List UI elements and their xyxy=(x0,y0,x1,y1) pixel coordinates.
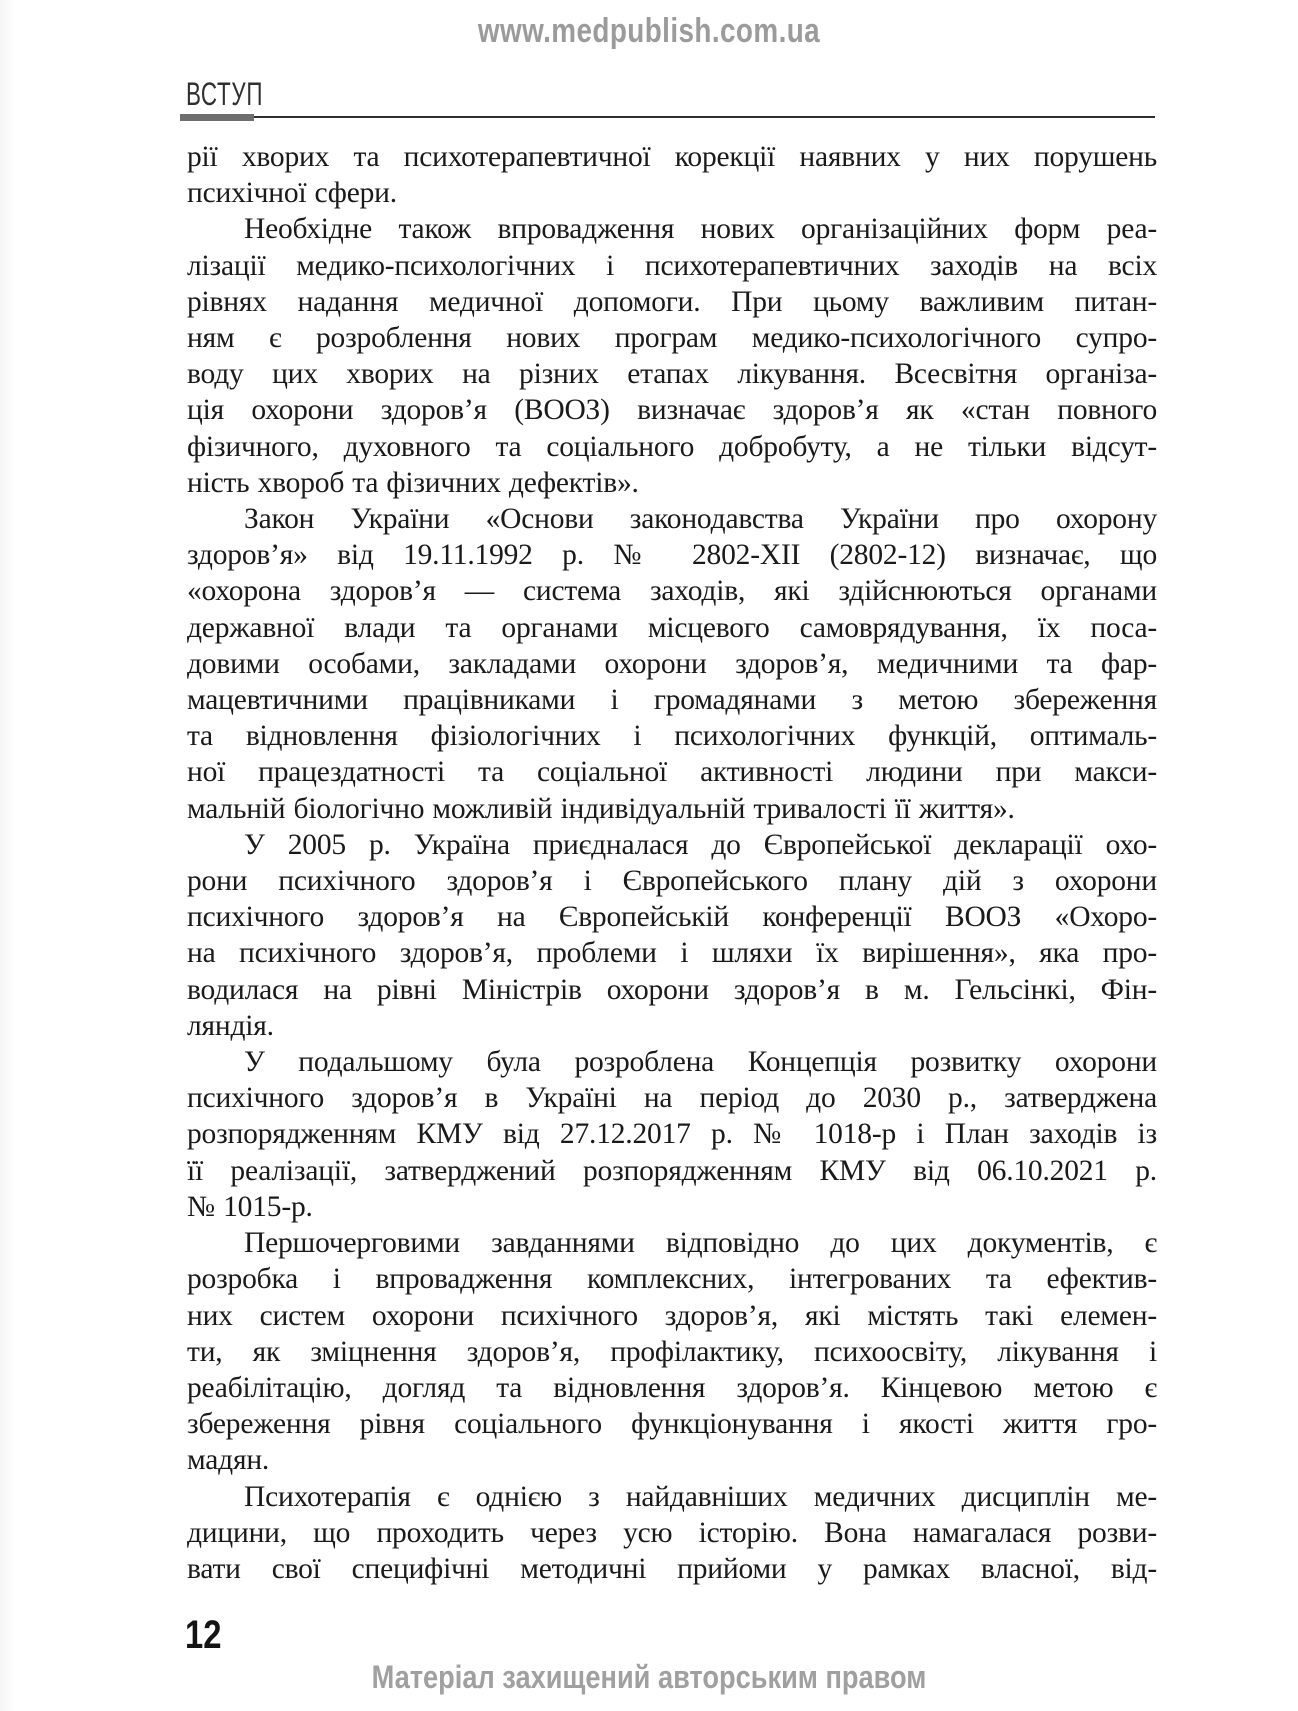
text-line: У 2005 р. Україна приєдналася до Європейської декларації охо- xyxy=(244,828,1157,861)
text-line: ція охорони здоров’я (ВООЗ) визначає здоров’я як «стан повного xyxy=(187,394,1157,427)
text-line: вати свої специфічні методичні прийоми у рамках власної, від- xyxy=(187,1552,1157,1585)
text-line: мадян. xyxy=(187,1444,270,1477)
text-line: ти, як зміцнення здоров’я, профілактику, психоосвіту, лікування і xyxy=(187,1335,1157,1368)
text-line: Закон України «Основи законодавства України про охорону xyxy=(244,503,1157,536)
header-rule-accent xyxy=(180,114,254,121)
text-line: воду цих хворих на різних етапах лікування. Всесвітня організа- xyxy=(187,358,1157,391)
text-line: дицини, що проходить через усю історію. Вона намагалася розви- xyxy=(187,1516,1157,1549)
chapter-title: ВСТУП xyxy=(186,76,264,112)
page-number: 12 xyxy=(185,1613,222,1657)
text-line: та відновлення фізіологічних і психологічних функцій, оптималь- xyxy=(187,720,1157,753)
text-line: державної влади та органами місцевого самоврядування, їх поса- xyxy=(187,611,1157,644)
scan-edge-shadow xyxy=(0,0,14,1711)
text-line: «охорона здоров’я — система заходів, які здійснюються органами xyxy=(187,575,1157,608)
text-line: мальній біологічно можливій індивідуальній тривалості її життя». xyxy=(187,792,1015,825)
text-line: ням є розроблення нових програм медико-психологічного супро- xyxy=(187,322,1157,355)
text-line: на психічного здоров’я, проблеми і шляхи їх вирішення», яка про- xyxy=(187,937,1157,970)
text-line: рони психічного здоров’я і Європейського плану дій з охорони xyxy=(187,865,1157,898)
text-line: ність хвороб та фізичних дефектів». xyxy=(187,466,639,499)
website-url: www.medpublish.com.ua xyxy=(477,12,821,50)
text-line: психічної сфери. xyxy=(187,177,397,210)
text-line: рівнях надання медичної допомоги. При цьому важливим питан- xyxy=(187,285,1157,318)
text-line: розпорядженням КМУ від 27.12.2017 р. № 1018-р і План заходів із xyxy=(187,1118,1157,1151)
page-body xyxy=(187,139,1157,1587)
text-line: мацевтичними працівниками і громадянами з метою збереження xyxy=(187,684,1157,717)
text-line: психічного здоров’я в Україні на період до 2030 р., затверджена xyxy=(187,1082,1157,1115)
text-line: здоров’я» від 19.11.1992 р. № 2802-XII (2802-12) визначає, що xyxy=(187,539,1157,572)
text-line: довими особами, закладами охорони здоров’я, медичними та фар- xyxy=(187,647,1157,680)
text-line: ляндія. xyxy=(187,1009,274,1042)
copyright-notice: Матеріал захищений авторським правом xyxy=(371,1659,927,1695)
text-line: фізичного, духовного та соціального добробуту, а не тільки відсут- xyxy=(187,430,1157,463)
text-line: розробка і впровадження комплексних, інтегрованих та ефектив- xyxy=(187,1263,1157,1296)
text-line: лізації медико-психологічних і психотерапевтичних заходів на всіх xyxy=(187,249,1157,282)
text-line: ної працездатності та соціальної активності людини при макси- xyxy=(187,756,1157,789)
text-line: водилася на рівні Міністрів охорони здоров’я в м. Гельсінкі, Фін- xyxy=(187,973,1157,1006)
text-line: рії хворих та психотерапевтичної корекції наявних у них порушень xyxy=(187,141,1157,173)
text-line: № 1015-р. xyxy=(187,1190,313,1223)
text-line: її реалізації, затверджений розпорядженням КМУ від 06.10.2021 р. xyxy=(187,1154,1157,1187)
text-line: реабілітацію, догляд та відновлення здоров’я. Кінцевою метою є xyxy=(187,1371,1157,1404)
text-line: У подальшому була розроблена Концепція розвитку охорони xyxy=(244,1046,1157,1079)
text-line: психічного здоров’я на Європейській конференції ВООЗ «Охоро- xyxy=(187,901,1157,934)
text-line: них систем охорони психічного здоров’я, які містять такі елемен- xyxy=(187,1299,1157,1332)
text-line: Психотерапія є однією з найдавніших медичних дисциплін ме- xyxy=(244,1480,1157,1513)
text-line: Необхідне також впровадження нових організаційних форм реа- xyxy=(244,213,1157,246)
text-line: Першочерговими завданнями відповідно до цих документів, є xyxy=(244,1227,1157,1260)
header-rule xyxy=(187,116,1155,118)
text-line: збереження рівня соціального функціонування і якості життя гро- xyxy=(187,1408,1157,1441)
